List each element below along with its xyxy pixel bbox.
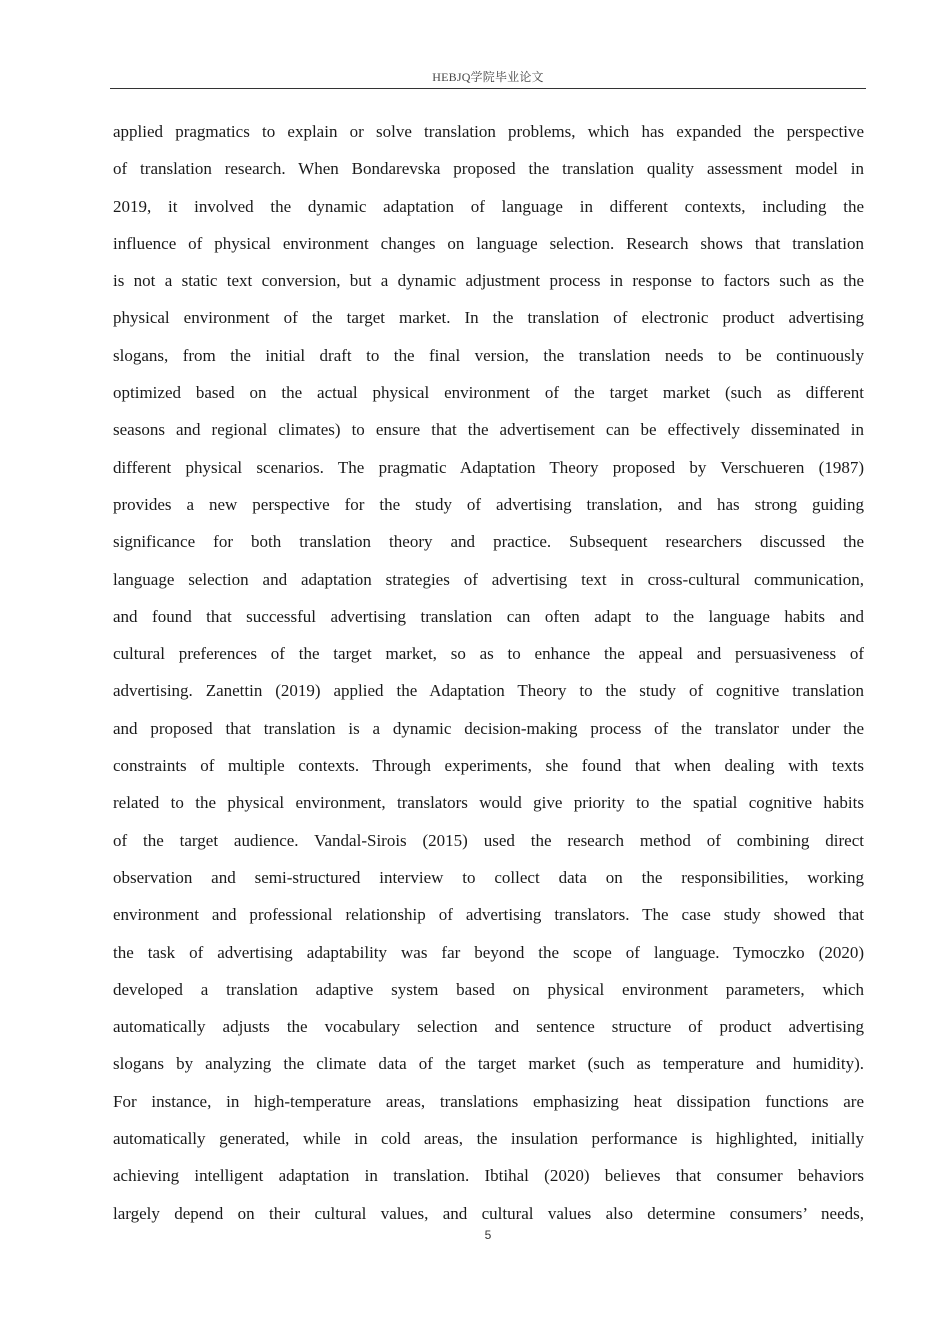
text-line: observation and semi-structured interview to collect data on the responsibilities, working <box>113 867 864 887</box>
text-line: different physical scenarios. The pragmatic Adaptation Theory proposed by Verschueren (1987) <box>113 457 864 477</box>
text-line: and found that successful advertising translation can often adapt to the language habits and <box>113 606 864 626</box>
text-line: largely depend on their cultural values, and cultural values also determine consumers’ needs, <box>113 1203 864 1223</box>
text-line: slogans by analyzing the climate data of the target market (such as temperature and humidity). <box>113 1054 864 1074</box>
text-line: cultural preferences of the target market, so as to enhance the appeal and persuasiveness of <box>113 644 864 664</box>
text-line: language selection and adaptation strategies of advertising text in cross-cultural communication, <box>113 569 864 589</box>
text-line: slogans, from the initial draft to the final version, the translation needs to be continuously <box>113 345 864 365</box>
header-divider <box>110 88 866 89</box>
text-line: advertising. Zanettin (2019) applied the Adaptation Theory to the study of cognitive translation <box>113 681 864 701</box>
text-line: achieving intelligent adaptation in translation. Ibtihal (2020) believes that consumer behaviors <box>113 1166 864 1186</box>
page-number: 5 <box>484 1228 492 1242</box>
text-line: significance for both translation theory and practice. Subsequent researchers discussed the <box>113 532 864 552</box>
text-line: applied pragmatics to explain or solve translation problems, which has expanded the perspective <box>113 122 864 141</box>
text-line: seasons and regional climates) to ensure that the advertisement can be effectively disseminated in <box>113 420 864 440</box>
text-line: of translation research. When Bondarevska proposed the translation quality assessment model in <box>113 159 864 179</box>
text-line: physical environment of the target market. In the translation of electronic product advertising <box>113 308 864 328</box>
text-line: automatically generated, while in cold areas, the insulation performance is highlighted, initially <box>113 1129 864 1149</box>
text-line: of the target audience. Vandal-Sirois (2015) used the research method of combining direct <box>113 830 864 850</box>
text-line: constraints of multiple contexts. Through experiments, she found that when dealing with texts <box>113 756 864 776</box>
text-line: developed a translation adaptive system based on physical environment parameters, which <box>113 979 864 999</box>
text-line: is not a static text conversion, but a dynamic adjustment process in response to factors such as the <box>113 271 864 291</box>
text-line: optimized based on the actual physical environment of the target market (such as different <box>113 383 864 403</box>
text-line: and proposed that translation is a dynamic decision-making process of the translator under the <box>113 718 864 738</box>
text-line: related to the physical environment, translators would give priority to the spatial cognitive habits <box>113 793 864 813</box>
text-line: provides a new perspective for the study of advertising translation, and has strong guiding <box>113 494 864 514</box>
text-line: environment and professional relationship of advertising translators. The case study showed that <box>113 905 864 925</box>
text-line: 2019, it involved the dynamic adaptation of language in different contexts, including the <box>113 196 864 216</box>
page-header-title: HEBJQ学院毕业论文 <box>432 70 544 84</box>
body-text <box>113 117 864 1236</box>
text-line: influence of physical environment changes on language selection. Research shows that translation <box>113 233 864 253</box>
text-line: For instance, in high-temperature areas, translations emphasizing heat dissipation functions are <box>113 1091 864 1111</box>
text-line: the task of advertising adaptability was far beyond the scope of language. Tymoczko (2020) <box>113 942 864 962</box>
text-line: automatically adjusts the vocabulary selection and sentence structure of product advertising <box>113 1017 864 1037</box>
